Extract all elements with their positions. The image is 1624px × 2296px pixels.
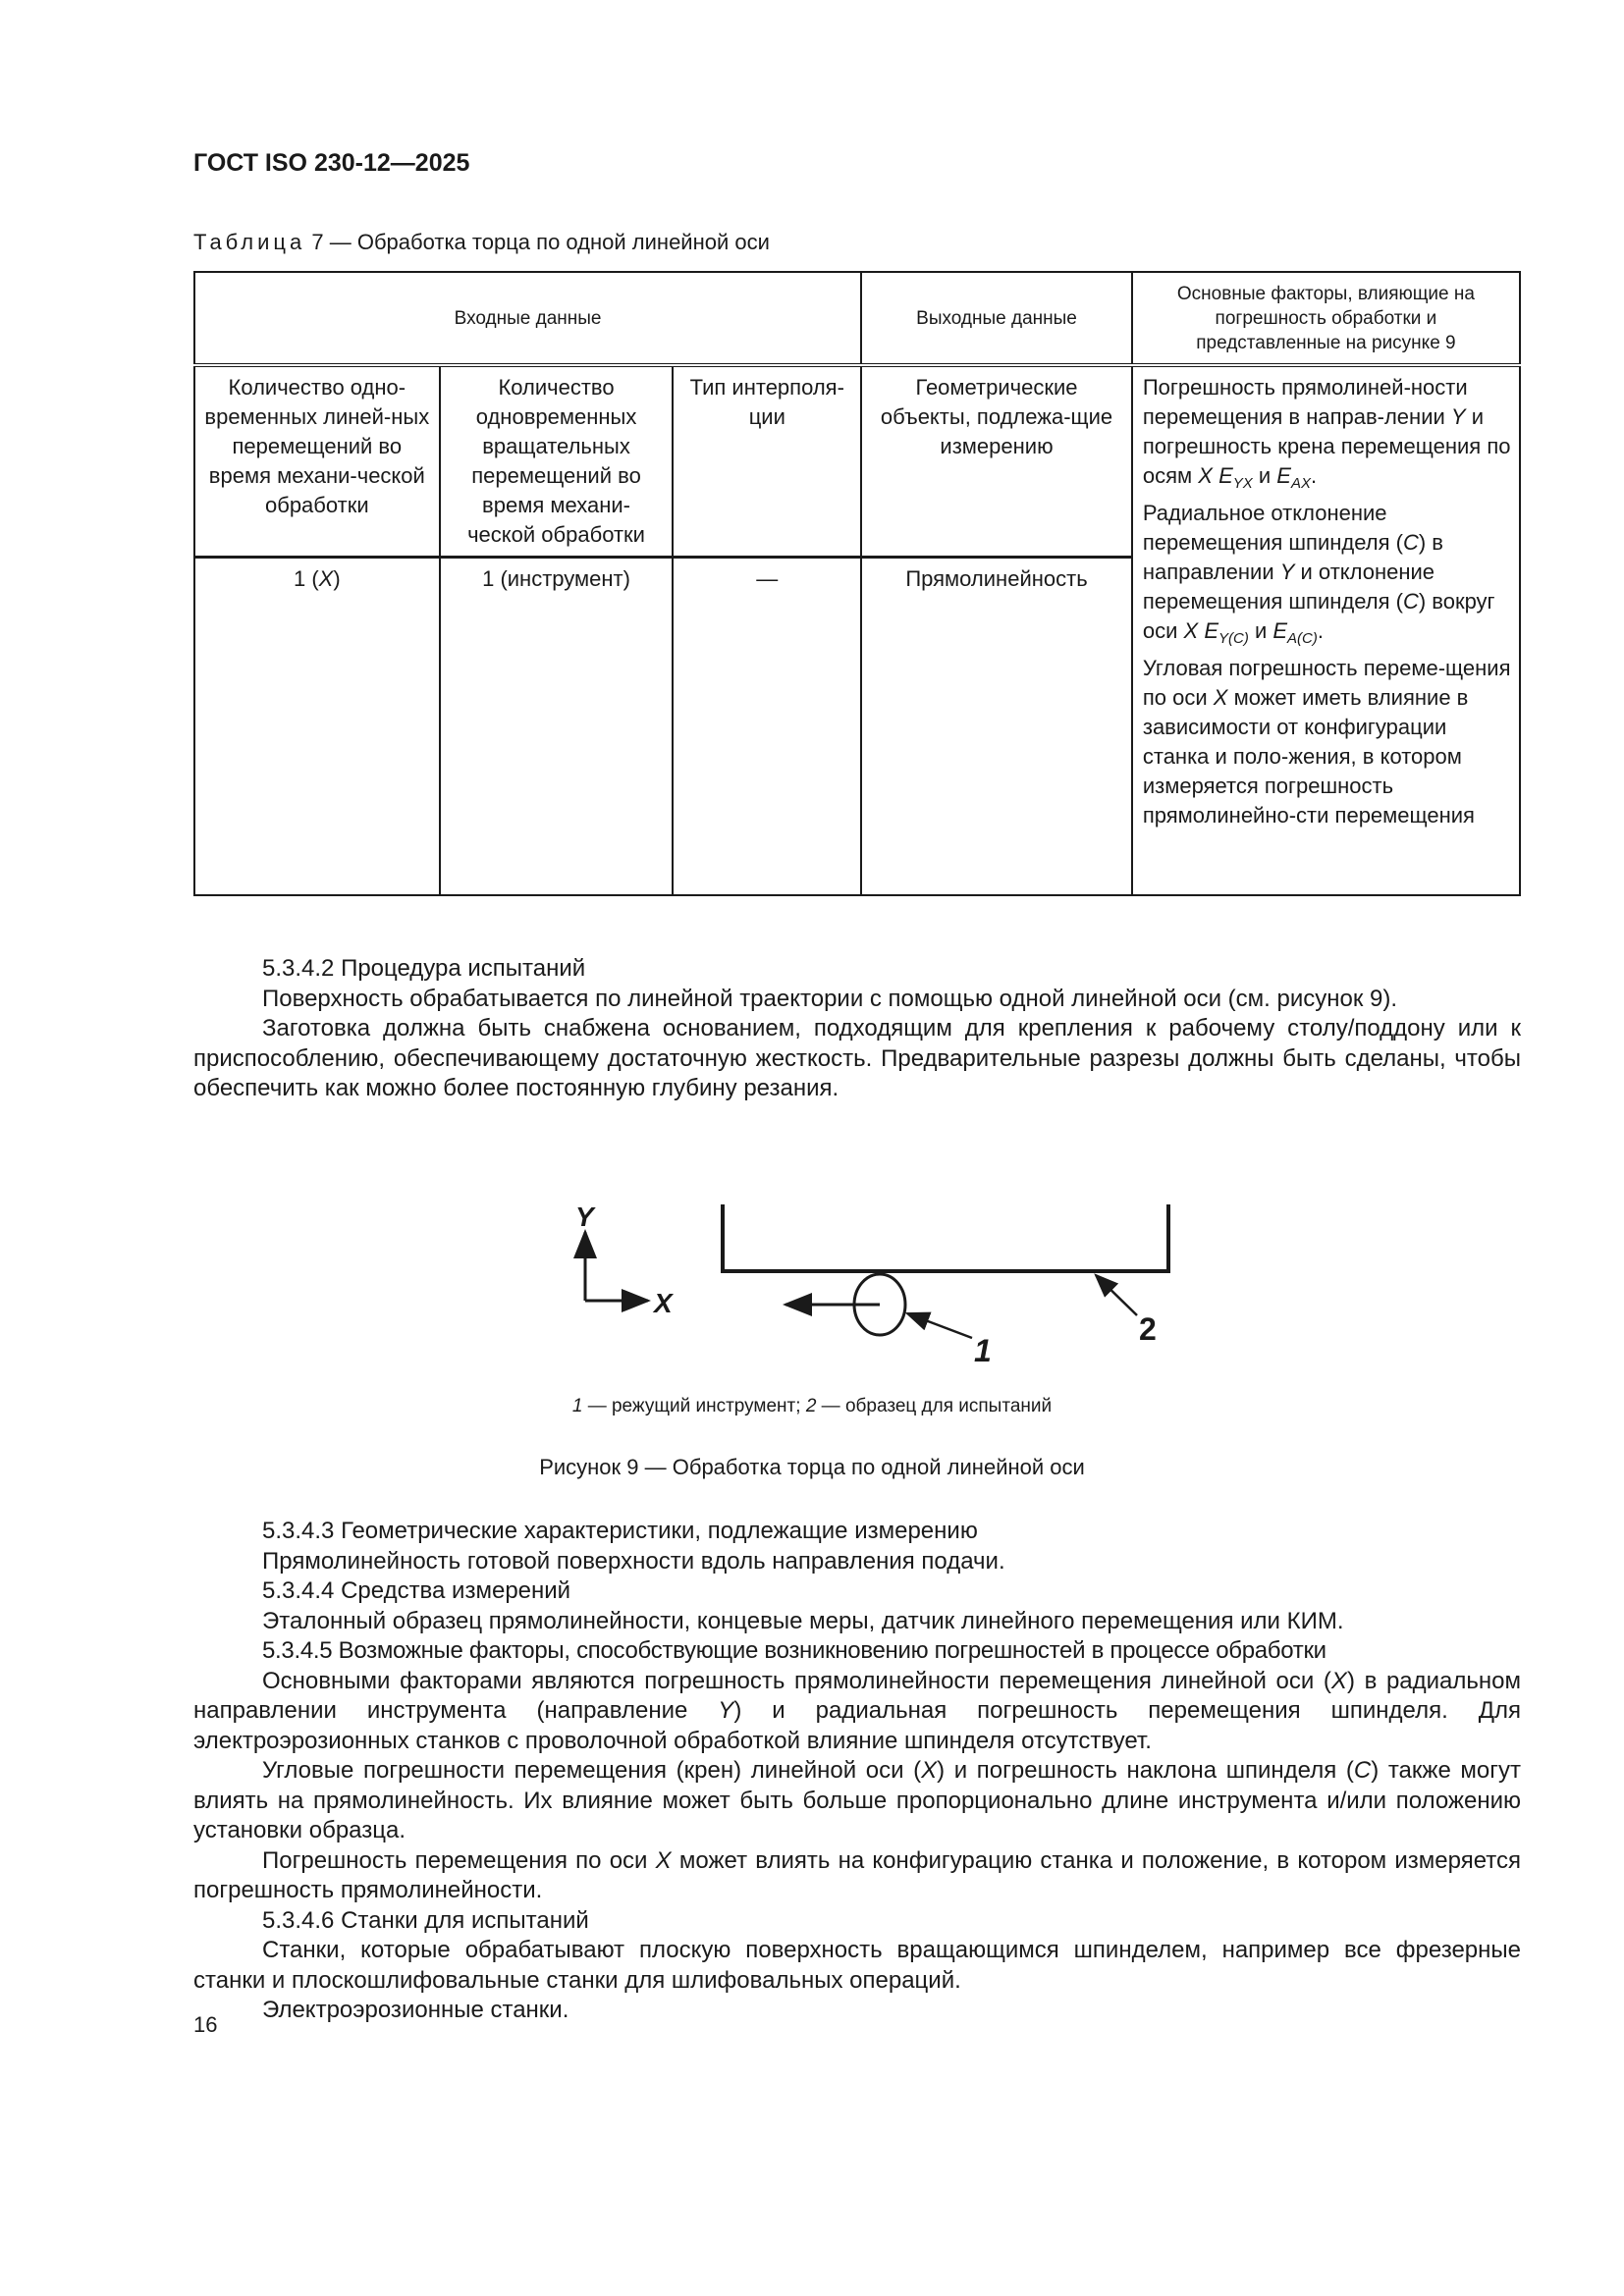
leader-2 [1096, 1275, 1137, 1315]
table-7 [193, 271, 1521, 896]
paragraph: Эталонный образец прямолинейности, концевые меры, датчик линейного перемещения или КИМ. [262, 1607, 1344, 1634]
label-1: 1 [974, 1333, 992, 1368]
factor-2: Радиальное отклонение перемещения шпинделя (C) в направлении Y и отклонение перемещения шпинделя (C) вокруг оси X $E_{Y(C)}$ и $E_{A(C)}$. [1142, 501, 1495, 647]
axes-icon [585, 1232, 648, 1301]
test-specimen [723, 1204, 1168, 1271]
paragraph: Прямолинейность готовой поверхности вдоль направления подачи. [262, 1547, 1005, 1575]
header-input: Входные данные [194, 272, 861, 365]
cell-rotary: 1 (инструмент) [440, 558, 674, 896]
table-subheader-row [194, 365, 1520, 558]
section-title: 5.3.4.6 Станки для испытаний [262, 1906, 589, 1934]
figure-caption: Рисунок 9 — Обработка торца по одной линейной оси [539, 1455, 1085, 1479]
table-header-row [194, 272, 1520, 365]
header-output: Выходные данные [861, 272, 1132, 365]
leader-1 [907, 1313, 972, 1338]
subheader-linear: Количество одно-временных линей-ных перемещений во время механи-ческой обработки [194, 365, 440, 558]
axis-x-label: X [654, 1288, 673, 1318]
figure-legend: 1 — режущий инструмент; 2 — образец для испытаний [571, 1396, 1053, 1416]
subheader-rotary: Количество одновременных вращательных перемещений во время механи-ческой обработки [440, 365, 674, 558]
table-caption-title: 7 — Обработка торца по одной линейной оси [305, 230, 770, 254]
label-2: 2 [1139, 1311, 1157, 1347]
section-5-3-4-2 [193, 954, 1521, 1104]
figure-9-diagram [550, 1193, 1157, 1379]
paragraph: Электроэрозионные станки. [262, 1997, 569, 2023]
axis-y-label: Y [575, 1201, 594, 1232]
page-number: 16 [193, 2012, 218, 2037]
table-caption [193, 230, 770, 255]
paragraph: Угловые погрешности перемещения (крен) линейной оси (X) и погрешность наклона шпинделя (C) также могут влиять на прямолинейность. Их влияние может быть больше пропорционально длине инструмента и/или положению установки образца. [193, 1757, 1522, 1843]
section-title: 5.3.4.4 Средства измерений [262, 1577, 571, 1604]
cell-geometry: Прямолинейность [861, 558, 1132, 896]
section-title: 5.3.4.3 Геометрические характеристики, подлежащие измерению [262, 1518, 978, 1544]
section-title: 5.3.4.5 Возможные факторы, способствующие возникновению погрешностей в процессе обработки [262, 1637, 1326, 1664]
paragraph: Погрешность перемещения по оси X может влиять на конфигурацию станка и положение, в котором измеряется погрешность прямолинейности. [193, 1846, 1521, 1903]
header-factors: Основные факторы, влияющие на погрешность обработки и представленные на рисунке 9 [1132, 272, 1520, 365]
subheader-interpolation: Тип интерполя-ции [673, 365, 861, 558]
factor-3: Угловая погрешность переме-щения по оси X может иметь влияние в зависимости от конфигурации станка и поло-жения, в котором измеряется погрешность прямолинейно-сти перемещения [1142, 656, 1511, 828]
cell-linear: 1 (X) [194, 558, 440, 896]
subheader-geometry: Геометрические объекты, подлежа-щие измерению [861, 365, 1132, 558]
section-title: 5.3.4.2 Процедура испытаний [262, 955, 586, 982]
factor-1: Погрешность прямолиней-ности перемещения в направ-лении Y и погрешность крена перемещения по осям X $E_{YX}$ и $E_{AX}$. [1142, 375, 1511, 492]
cell-interpolation: — [673, 558, 861, 896]
document-header: ГОСТ ISO 230-12—2025 [193, 149, 470, 177]
paragraph: Заготовка должна быть снабжена основанием, подходящим для крепления к рабочему столу/поддону или к приспособлению, обеспечивающему достаточную жесткость. Предварительные разрезы должны быть сделаны, чтобы обеспечить как можно более постоянную глубину резания. [193, 1015, 1521, 1101]
paragraph: Станки, которые обрабатывают плоскую поверхность вращающимся шпинделем, например все фрезерные станки и плоскошлифовальные станки для шлифовальных операций. [193, 1937, 1521, 1994]
factors-cell [1132, 365, 1520, 895]
paragraph: Поверхность обрабатывается по линейной траектории с помощью одной линейной оси (см. рисунок 9). [262, 985, 1398, 1012]
sections-5-3-4-3-to-6 [193, 1517, 1521, 2026]
table-caption-prefix: Таблица [193, 230, 306, 254]
paragraph: Основными факторами являются погрешность прямолинейности перемещения линейной оси (X) в радиальном направлении инструмента (направление Y) и радиальная погрешность перемещения шпинделя. Для электроэрозионных станков с проволочной обработкой влияние шпинделя отсутствует. [193, 1667, 1522, 1754]
